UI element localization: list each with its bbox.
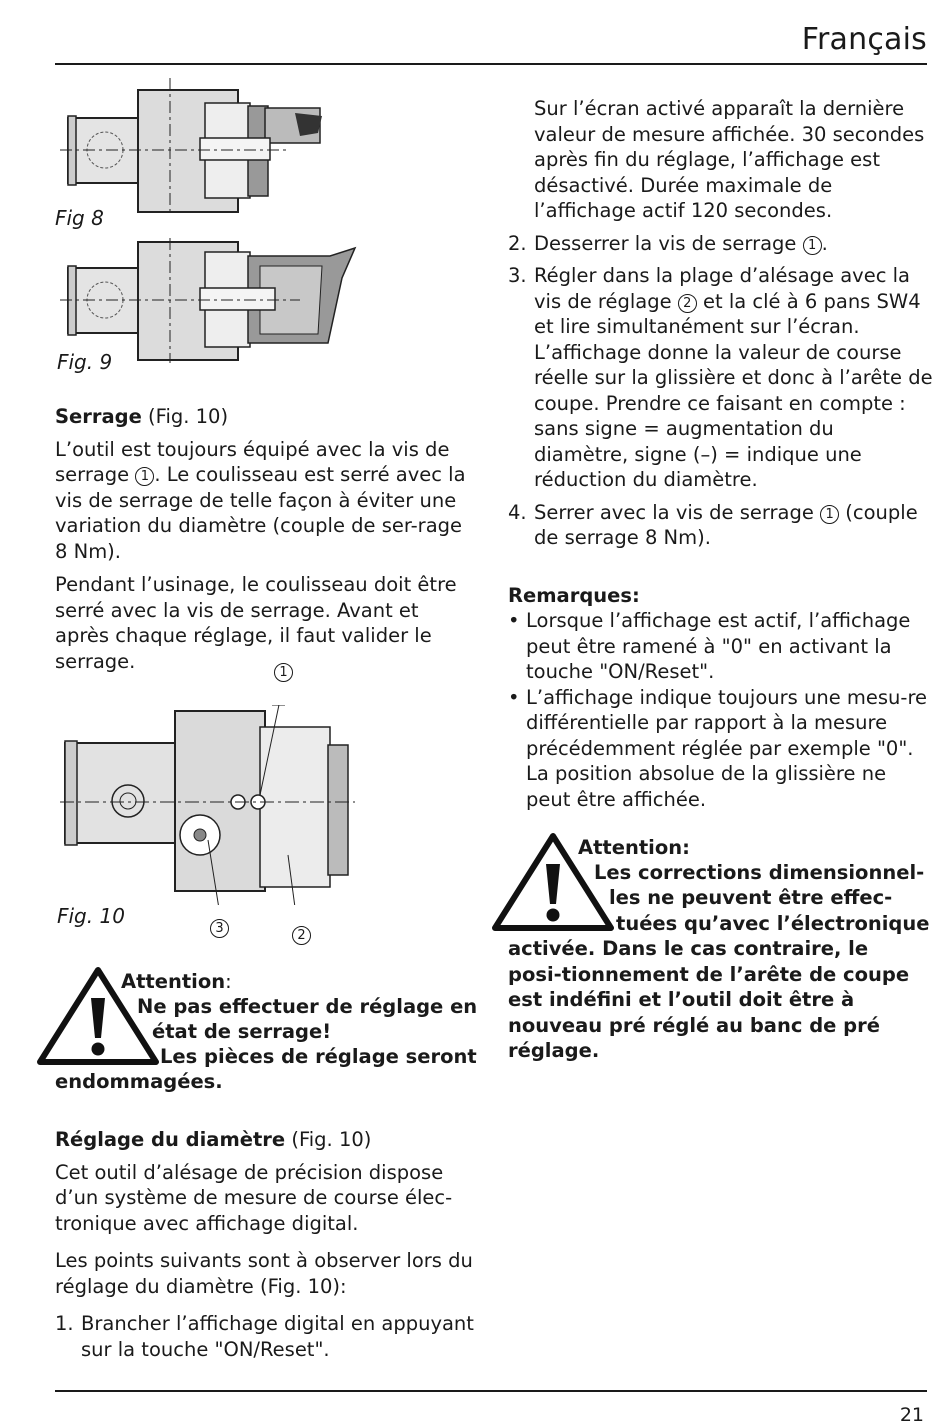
attention2-line-1: Les corrections dimensionnel- [594, 861, 925, 884]
serrage-paragraph-1: L’outil est toujours équipé avec la vis de serrage 1 . Le coulisseau est serré avec la vis de serrage de telle façon à éviter une variation du diamètre (couple de ser-rage 8 Nm). [55, 437, 466, 563]
page-number: 21 [899, 1404, 924, 1426]
attention-title-2: Attention: [578, 836, 690, 859]
remark-2: • L’affichage indique toujours une mesu-re différentielle par rapport à la mesure précédemment réglée par exemple "0". La position absolue de la glissière ne peut être affichée. [508, 685, 928, 811]
step-3: 3. Régler dans la plage d’alésage avec la vis de réglage 2 et la clé à 6 pans SW4 et lire simultanément sur l’écran. L’affichage donne la valeur de course réelle sur la glissière et donc à l’arête de coupe. Prendre ce faisant en compte : sans signe = augmentation du diamètre, signe (–) = indique une réduction du diamètre. [508, 264, 933, 491]
attention-line-4: endommagées. [55, 1070, 223, 1093]
figure-10-drawing [60, 705, 360, 905]
figure-10-callout-2: 2 [292, 923, 311, 945]
attention2-line-4: activée. Dans le cas contraire, le posi-tionnement de l’arête de coupe est indéfini et l’outil doit être à nouveau pré réglé au banc de pré réglage. [508, 937, 910, 1062]
footer-rule [55, 1390, 927, 1392]
figure-10-callout-1: 1 [274, 660, 293, 682]
figure-9-drawing [60, 238, 360, 363]
header-rule [55, 63, 927, 65]
attention-line-3: Les pièces de réglage seront [160, 1045, 477, 1068]
attention-line-2: état de serrage! [152, 1020, 332, 1043]
figure-8-caption: Fig 8 [55, 206, 104, 230]
reglage-paragraph-2: Les points suivants sont à observer lors du réglage du diamètre (Fig. 10): [55, 1249, 473, 1298]
reglage-heading: Réglage du diamètre (Fig. 10) [55, 1128, 372, 1151]
left-column-lower [55, 1127, 475, 1362]
right-column [508, 96, 933, 812]
step-1-continued: Sur l’écran activé apparaît la dernière valeur de mesure affichée. 30 secondes après fin du réglage, l’affichage est désactivé. Durée maximale de l’affichage actif 120 secondes. [534, 97, 925, 222]
callout-marker: 1 [135, 467, 154, 486]
figure-10-callout-3: 3 [210, 916, 229, 938]
remark-1: • Lorsque l’affichage est actif, l’affichage peut être ramené à "0" en activant la touche "ON/Reset". [508, 609, 911, 683]
attention2-line-3: tuées qu’avec l’électronique [616, 912, 930, 935]
step-4: 4. Serrer avec la vis de serrage 1 (couple de serrage 8 Nm). [508, 500, 918, 549]
attention-line-1: Ne pas effectuer de réglage en [137, 995, 478, 1018]
figure-8-drawing [60, 78, 330, 213]
left-column [55, 404, 475, 674]
attention-title-1: Attention: [121, 970, 232, 993]
attention2-line-2: les ne peuvent être effec- [609, 886, 893, 909]
figure-10-caption: Fig. 10 [57, 904, 125, 928]
step-1: 1. Brancher l’affichage digital en appuyant sur la touche "ON/Reset". [55, 1312, 474, 1361]
serrage-paragraph-2: Pendant l’usinage, le coulisseau doit être serré avec la vis de serrage. Avant et après chaque réglage, il faut valider le serrage. [55, 573, 457, 673]
serrage-heading: Serrage (Fig. 10) [55, 405, 229, 428]
reglage-paragraph-1: Cet outil d’alésage de précision dispose d’un système de mesure de course élec-tronique avec affichage digital. [55, 1160, 453, 1235]
figure-9-caption: Fig. 9 [57, 350, 113, 374]
page-language-header: Français [801, 22, 927, 57]
remarques-heading: Remarques: [508, 583, 640, 607]
step-2: 2. Desserrer la vis de serrage 1 . [508, 231, 828, 255]
